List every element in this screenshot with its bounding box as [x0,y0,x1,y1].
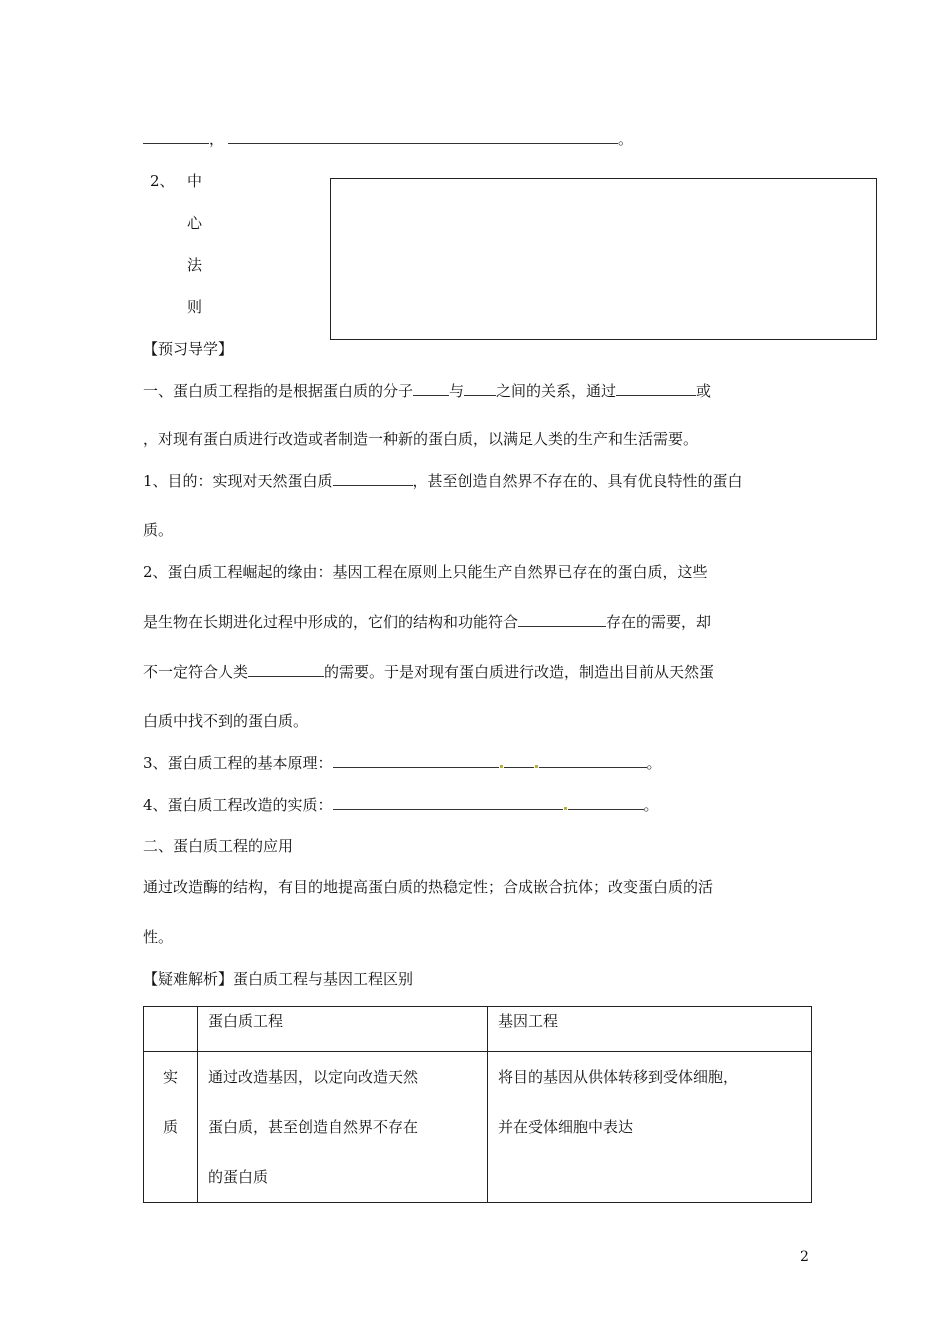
blank[interactable] [248,661,324,677]
row-label-cell [144,1052,198,1203]
dot-mark [535,765,538,768]
blank[interactable] [228,128,618,144]
blank[interactable] [616,380,696,396]
dot-mark [564,807,567,810]
reason-line-4: 白质中找不到的蛋白质。 [143,712,309,730]
central-dogma-char: 法 [187,256,203,274]
goal-line-1: 1、目的：实现对天然蛋白质 ，甚至创造自然界不存在的、具有优良特性的蛋白 [143,472,743,490]
comma: ， [209,130,225,148]
preview-heading: 【预习导学】 [143,340,234,358]
essence-line: 4、蛋白质工程改造的实质： 。 [143,796,659,814]
application-heading: 二、蛋白质工程的应用 [143,837,294,855]
reason-line-1: 2、蛋白质工程崛起的缘由：基因工程在原则上只能生产自然界已存在的蛋白质，这些 [143,563,708,581]
blank[interactable] [518,611,606,627]
central-dogma-char: 则 [187,298,203,316]
table-header-cell: 蛋白质工程 [198,1007,488,1052]
row-label-char: 实 [162,1068,178,1086]
table-row [144,1052,812,1203]
period: 。 [618,130,634,148]
table-header-cell: 基因工程 [488,1007,812,1052]
central-dogma-answer-box[interactable] [330,178,877,340]
definition-line-2: ，对现有蛋白质进行改造或者制造一种新的蛋白质，以满足人类的生产和生活需要。 [143,430,699,448]
blank[interactable] [413,380,449,396]
blank[interactable] [143,128,209,144]
page-number: 2 [800,1249,809,1265]
dot-mark [500,765,503,768]
application-line-1: 通过改造酶的结构，有目的地提高蛋白质的热稳定性；合成嵌合抗体；改变蛋白质的活 [143,878,714,896]
table-corner-cell [144,1007,198,1052]
protein-engineering-cell: 通过改造基因，以定向改造天然 蛋白质，甚至创造自然界不存在 的蛋白质 [198,1052,488,1203]
blank[interactable] [539,752,647,768]
table-header-row [144,1007,812,1052]
principle-line: 3、蛋白质工程的基本原理： 。 [143,754,662,772]
blank[interactable] [464,380,496,396]
top-fill-line [143,128,633,149]
central-dogma-char: 心 [187,214,203,232]
reason-line-2: 是生物在长期进化过程中形成的，它们的结构和功能符合 存在的需要，却 [143,613,712,631]
blank[interactable] [333,752,499,768]
blank[interactable] [333,794,563,810]
blank[interactable] [568,794,644,810]
analysis-heading: 【疑难解析】蛋白质工程与基因工程区别 [143,970,414,988]
central-dogma-number: 2、 [150,172,175,190]
definition-line-1: 一、蛋白质工程指的是根据蛋白质的分子 与 之间的关系，通过 或 [143,382,712,400]
reason-line-3: 不一定符合人类 的需要。于是对现有蛋白质进行改造，制造出目前从天然蛋 [143,663,715,681]
blank[interactable] [504,752,534,768]
gene-engineering-cell: 将目的基因从供体转移到受体细胞， 并在受体细胞中表达 [488,1052,812,1203]
goal-line-2: 质。 [143,521,174,539]
blank[interactable] [333,470,413,486]
central-dogma-char: 中 [187,172,203,190]
comparison-table [143,1006,812,1203]
row-label-char: 质 [162,1118,178,1136]
application-line-2: 性。 [143,928,174,946]
